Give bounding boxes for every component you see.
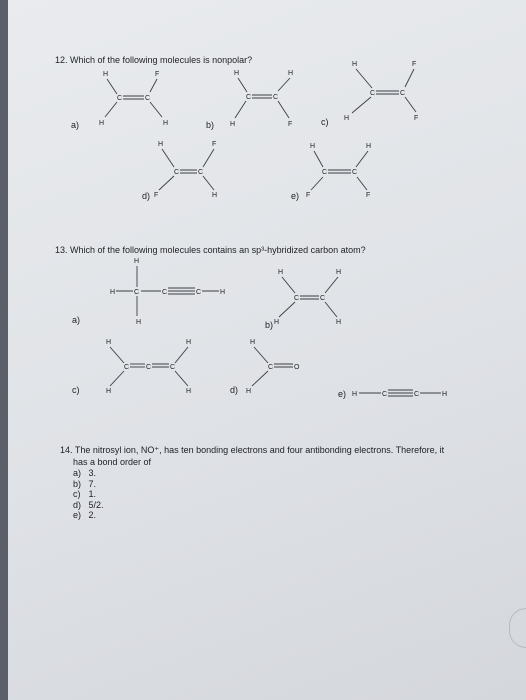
q12-option-d-label: d) xyxy=(142,191,151,201)
atom-label: H xyxy=(136,319,142,326)
q14-choice-d xyxy=(73,500,104,511)
question-14-title: 14. The nitrosyl ion, NO⁺, has ten bonding electrons and four antibonding electrons. Therefore, it xyxy=(60,445,445,455)
q14-choice-b xyxy=(73,479,104,490)
question-13-title: 13. Which of the following molecules contains an sp³-hybridized carbon atom? xyxy=(55,245,366,255)
q13-option-a-label: a) xyxy=(72,315,81,325)
choice-letter: d) xyxy=(73,499,82,510)
atom-label: C xyxy=(320,295,326,302)
atom-label: C xyxy=(174,169,180,176)
atom-label: C xyxy=(294,295,300,302)
atom-label: H xyxy=(220,289,226,296)
atom-label: F xyxy=(366,192,371,199)
q14-choice-c xyxy=(73,489,104,500)
atom-label: C xyxy=(145,95,151,102)
choice-text: 3. xyxy=(88,468,97,478)
atom-label: C xyxy=(414,391,420,398)
atom-label: F xyxy=(412,61,417,68)
q12-molecule-e xyxy=(294,141,384,207)
choice-letter: e) xyxy=(73,510,82,520)
choice-letter: c) xyxy=(73,489,81,499)
q13-molecule-b xyxy=(274,266,354,332)
atom-label: F xyxy=(155,71,160,78)
atom-label: H xyxy=(288,70,294,77)
atom-label: H xyxy=(352,391,358,398)
atom-label: C xyxy=(352,169,358,176)
atom-label: C xyxy=(268,364,274,371)
atom-label: H xyxy=(103,71,109,78)
atom-label: H xyxy=(106,339,112,346)
atom-label: C xyxy=(400,90,406,97)
atom-label: H xyxy=(99,120,105,127)
atom-label: C xyxy=(162,289,168,296)
atom-label: H xyxy=(134,258,140,265)
q12-molecule-c xyxy=(330,56,430,128)
atom-label: H xyxy=(442,391,448,398)
q14-choices xyxy=(73,468,104,521)
atom-label: C xyxy=(124,364,130,371)
q13-molecule-a xyxy=(102,256,242,326)
choice-text: 2. xyxy=(88,510,97,520)
atom-label: C xyxy=(370,90,376,97)
choice-letter: a) xyxy=(73,468,82,478)
atom-label: C xyxy=(146,364,152,371)
atom-label: H xyxy=(246,388,252,395)
question-12-title: 12. Which of the following molecules is nonpolar? xyxy=(55,55,253,65)
q12-option-a-label: a) xyxy=(71,120,80,130)
q12-molecule-b xyxy=(218,67,308,133)
q13-molecule-d xyxy=(244,336,314,396)
atom-label: H xyxy=(212,192,218,199)
q12-molecule-a xyxy=(93,68,173,134)
atom-label: H xyxy=(163,120,169,127)
atom-label: H xyxy=(274,319,280,326)
atom-label: H xyxy=(234,70,240,77)
atom-label: H xyxy=(110,289,116,296)
atom-label: C xyxy=(117,95,123,102)
q12-option-b-label: b) xyxy=(206,120,215,130)
choice-text: 7. xyxy=(88,478,97,489)
q13-option-e-label: e) xyxy=(338,389,347,399)
atom-label: F xyxy=(154,192,159,199)
atom-label: C xyxy=(246,94,252,101)
atom-label: H xyxy=(366,143,372,150)
page-edge-mark xyxy=(509,608,526,648)
atom-label: C xyxy=(382,391,388,398)
atom-label: H xyxy=(336,269,342,276)
choice-text: 1. xyxy=(88,489,97,499)
atom-label: C xyxy=(196,289,202,296)
q13-option-b-label: b) xyxy=(265,320,274,330)
q13-option-c-label: c) xyxy=(72,385,80,395)
q13-option-d-label: d) xyxy=(230,385,239,395)
choice-text: 5/2. xyxy=(88,499,104,510)
atom-label: H xyxy=(230,121,236,128)
atom-label: H xyxy=(158,141,164,148)
q12-option-e-label: e) xyxy=(291,191,300,201)
atom-label: F xyxy=(212,141,217,148)
q13-molecule-c xyxy=(94,336,204,396)
atom-label: F xyxy=(414,115,419,122)
atom-label: C xyxy=(198,169,204,176)
q12-molecule-d xyxy=(154,137,234,205)
atom-label: H xyxy=(186,388,192,395)
atom-label: C xyxy=(134,289,140,296)
q14-choice-e xyxy=(73,510,104,521)
q12-option-c-label: c) xyxy=(321,117,329,127)
atom-label: F xyxy=(288,121,293,128)
atom-label: C xyxy=(170,364,176,371)
atom-label: H xyxy=(344,115,350,122)
q14-choice-a xyxy=(73,468,104,479)
q13-molecule-e xyxy=(352,384,462,404)
atom-label: H xyxy=(310,143,316,150)
atom-label: H xyxy=(336,319,342,326)
choice-letter: b) xyxy=(73,478,82,489)
atom-label: H xyxy=(186,339,192,346)
atom-label: C xyxy=(273,94,279,101)
worksheet-page xyxy=(8,0,526,700)
question-14-title-line-2: has a bond order of xyxy=(73,457,152,467)
atom-label: H xyxy=(106,388,112,395)
atom-label: C xyxy=(322,169,328,176)
atom-label: H xyxy=(352,61,358,68)
atom-label: O xyxy=(294,364,300,371)
atom-label: H xyxy=(250,339,256,346)
atom-label: H xyxy=(278,269,284,276)
atom-label: F xyxy=(306,192,311,199)
